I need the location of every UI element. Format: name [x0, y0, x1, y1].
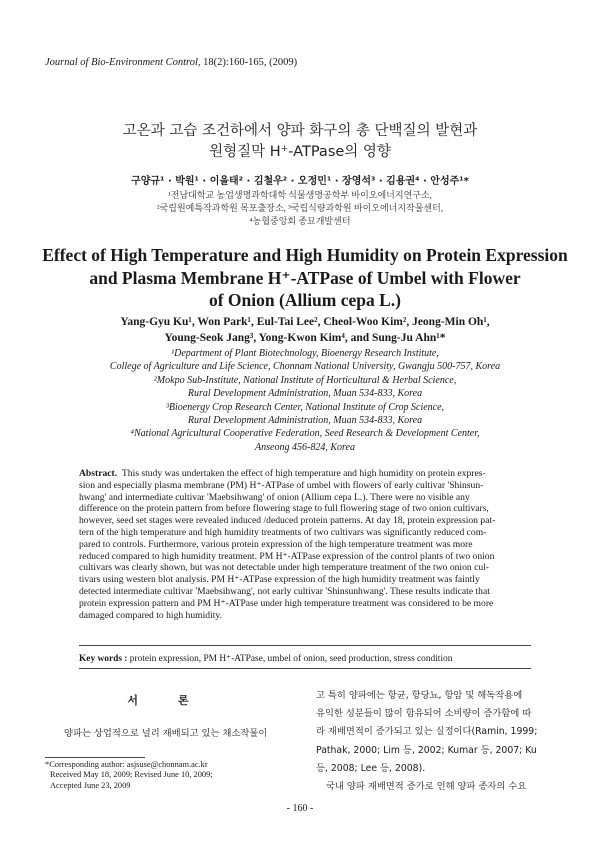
footnote-received: Received May 18, 2009; Revised June 10, 2009;: [50, 770, 213, 780]
divider-bottom: [79, 668, 531, 669]
english-authors: [40, 315, 570, 346]
english-title: [40, 244, 570, 312]
korean-authors: 구양규¹ · 박원¹ · 이을태² · 김철우² · 오정민¹ · 장영석³ · 김용권⁴ · 안성주¹*: [131, 176, 469, 187]
journal-volume: 18(2):160-165, (2009): [203, 57, 298, 68]
english-affiliation-line: ⁴National Agricultural Cooperative Federation, Seed Research & Development Center,: [130, 428, 480, 440]
abstract-line: however, seed set stages were revealed induced /deduced protein patterns. At day 18, protein expression pat-: [79, 515, 496, 527]
abstract-line: tivars using western blot analysis. PM H⁺-ATPase expression of the high humidity treatment was faintly: [79, 574, 480, 586]
korean-title-line-2: 원형질막 H⁺-ATPase의 영향: [209, 144, 391, 160]
intro-right-line: 라 재배면적이 증가되고 있는 실정이다(Ramin, 1999;: [316, 726, 538, 738]
keywords-label: Key words :: [79, 654, 128, 664]
english-affiliation-line: ³Bioenergy Crop Research Center, National Institute of Crop Science,: [165, 401, 445, 413]
english-authors-line-1: Yang-Gyu Ku¹, Won Park¹, Eul-Tai Lee², Cheol-Woo Kim², Jeong-Min Oh¹,: [120, 316, 490, 328]
english-affiliation-line: Rural Development Administration, Muan 534-833, Korea: [187, 415, 423, 427]
abstract-line: [79, 468, 531, 480]
korean-affiliation-3: ⁴농협중앙회 종묘개발센터: [249, 216, 351, 226]
abstract: [79, 468, 531, 621]
english-title-line-2: and Plasma Membrane H⁺-ATPase of Umbel with Flower: [89, 267, 521, 288]
keywords-text: protein expression, PM H⁺-ATPase, umbel of onion, seed production, stress condition: [129, 654, 453, 664]
intro-left-text: 양파는 상업적으로 널리 재배되고 있는 채소작물이: [64, 728, 268, 739]
section-heading-introduction: 서론: [127, 694, 229, 707]
english-affiliations: [40, 347, 570, 454]
intro-right-line: 고 특히 양파에는 항균, 항당뇨, 항암 및 해독작용에: [316, 690, 523, 701]
english-affiliation-line: Anseong 456-824, Korea: [255, 441, 355, 453]
english-authors-line-2: Young-Seok Jang³, Yong-Kwon Kim⁴, and Sung-Ju Ahn¹*: [164, 331, 446, 344]
english-affiliation-line: ²Mokpo Sub-Institute, National Institute of Horticultural & Herbal Science,: [153, 374, 457, 386]
footnote-corresponding: *Corresponding author: asjsuse@chonnam.ac.kr: [45, 760, 208, 769]
footnote-divider: [45, 757, 145, 758]
abstract-label: Abstract.: [79, 468, 118, 479]
abstract-text: This study was undertaken the effect of high temperature and high humidity on protein expres-: [121, 468, 486, 479]
intro-right-line: 등, 2008; Lee 등, 2008).: [316, 762, 426, 774]
korean-affiliation-2: ²국립원예특작과학원 목포출장소, ³국립식량과학원 바이오에너지작물센터,: [156, 203, 444, 213]
abstract-line: hwang' and intermediate cultivar 'Maebsihwang' of onion (Allium cepa L.). There were no visible any: [79, 491, 470, 503]
intro-right-line: 유익한 성분들이 많이 함유되어 소비량이 증가함에 따: [316, 708, 532, 720]
journal-citation: [45, 57, 297, 68]
abstract-line: tern of the high temperature and high humidity treatments of two cultivars was significantly reduced com-: [79, 526, 487, 538]
english-affiliation-line: ¹Department of Plant Biotechnology, Bioenergy Research Institute,: [171, 348, 439, 359]
journal-name: Journal of Bio-Environment Control,: [45, 57, 201, 68]
english-affiliation-line: College of Agriculture and Life Science, Chonnam National University, Gwangju 500-757, Korea: [109, 361, 501, 373]
intro-right-line: Pathak, 2000; Lim 등, 2002; Kumar 등, 2007; Ku: [316, 744, 537, 756]
keywords: [79, 653, 452, 664]
abstract-line: detected intermediate cultivar 'Maebsihwang', not early cultivar 'Shinsunhwang'. These results indicate that: [79, 585, 490, 597]
english-affiliation-line: Rural Development Administration, Muan 534-833, Korea: [187, 388, 423, 400]
abstract-line: pared to controls. Furthermore, various protein expression of the high temperature treatment was more: [79, 538, 473, 550]
abstract-line: reduced compared to high humidity treatment. PM H⁺-ATPase expression of the control plants of two onion: [79, 550, 495, 562]
english-title-line-3: of Onion (Allium cepa L.): [208, 290, 402, 310]
english-title-line-1: Effect of High Temperature and High Humidity on Protein Expression: [42, 245, 568, 265]
abstract-line: cultivars was clearly shown, but was not detectable under high temperature treatment of the two onion cul-: [79, 562, 490, 574]
abstract-line: difference on the protein pattern from before flowering stage to full flowering stage of two onion cultivars,: [79, 503, 489, 515]
korean-affiliation-1: ¹전남대학교 농업생명과학대학 식물생명공학부 바이오에너지연구소,: [168, 190, 432, 200]
abstract-line: damaged compared to high humidity.: [79, 609, 222, 621]
intro-right-line: 국내 양파 재배면적 증가로 인해 양파 종자의 수요: [326, 781, 527, 793]
divider-top: [79, 645, 531, 646]
korean-title-line-1: 고온과 고습 조건하에서 양파 화구의 총 단백질의 발현과: [122, 123, 478, 139]
abstract-line: sion and especially plasma membrane (PM) H⁺-ATPase of umbel with flowers of early cultivar 'Shinsun-: [79, 479, 484, 491]
page-number: - 160 -: [286, 803, 314, 814]
abstract-line: protein expression pattern and PM H⁺-ATPase under high temperature treatment was considered to be more: [79, 597, 494, 609]
footnote-accepted: Accepted June 23, 2009: [50, 780, 131, 790]
intro-right-column: [316, 687, 554, 796]
footnote: [45, 760, 213, 791]
